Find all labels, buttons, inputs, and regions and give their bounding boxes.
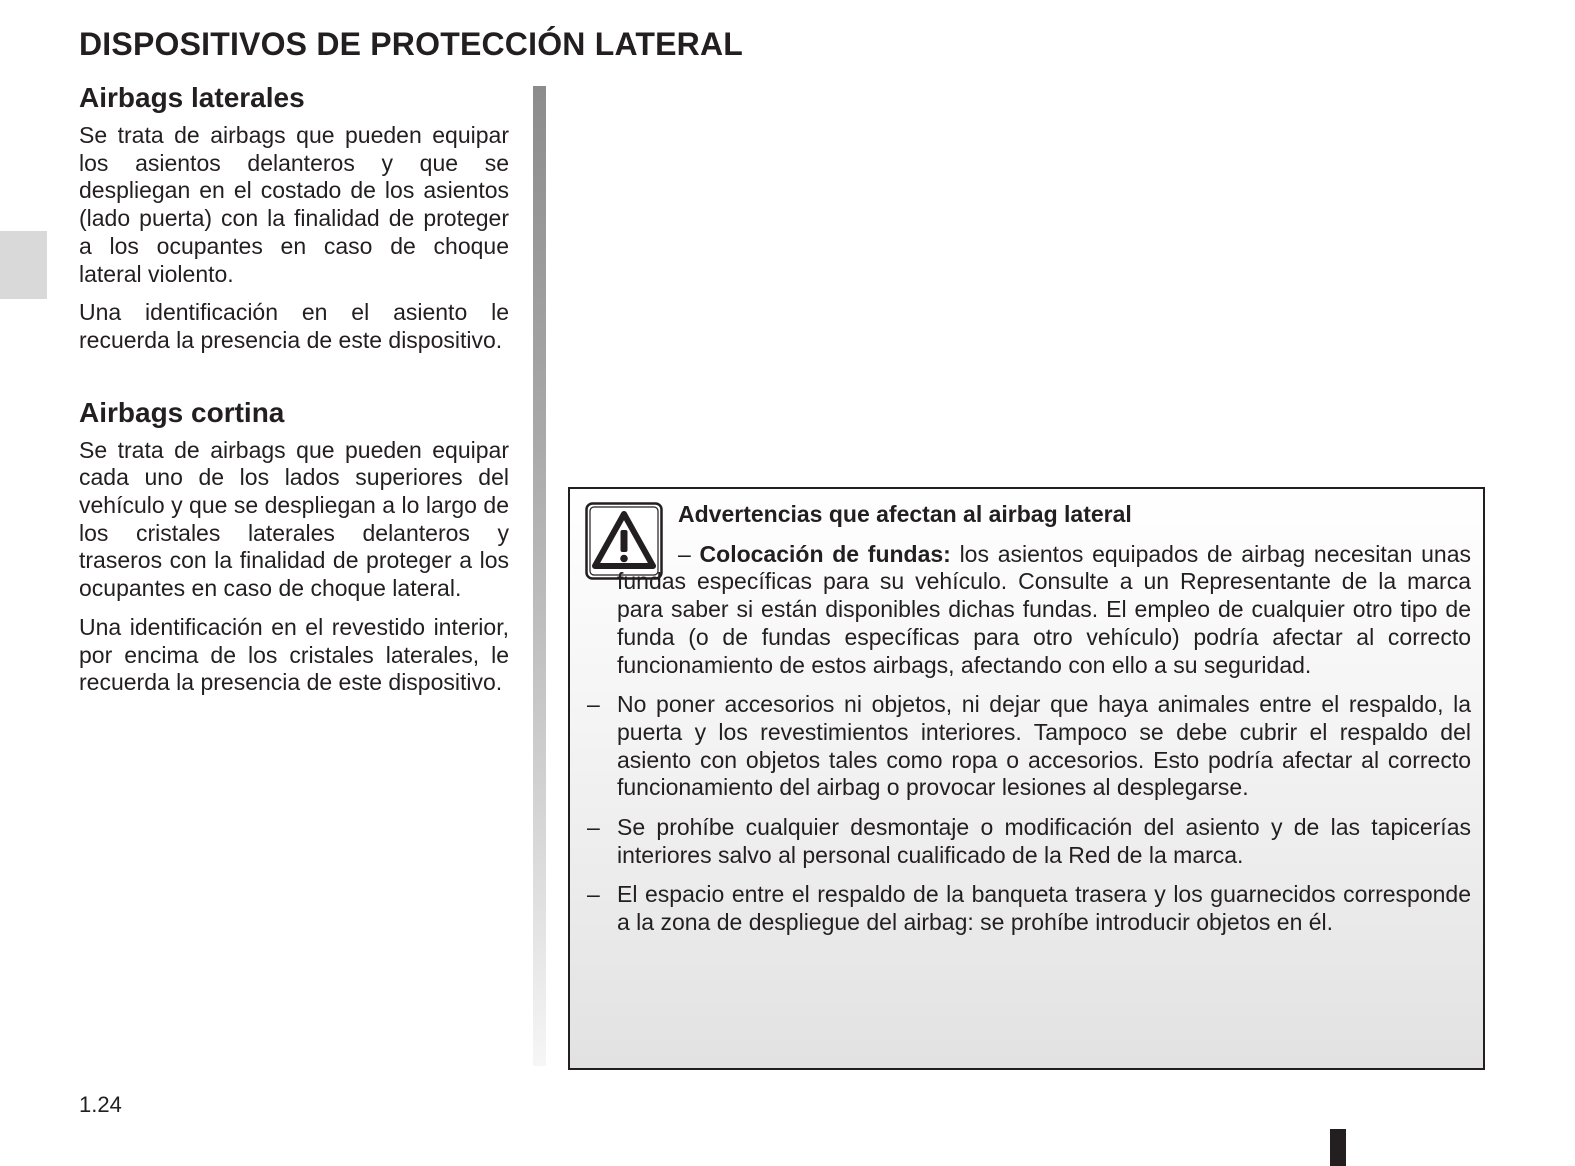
- warning-item-dash: –: [587, 881, 600, 908]
- warning-title: Advertencias que afectan al airbag lateral: [678, 501, 1132, 527]
- warning-item: [587, 691, 1471, 802]
- left-column: [79, 80, 509, 697]
- side-airbags-paragraph-1: Se trata de airbags que pueden equipar los asientos delanteros y que se despliegan en el costado de los asientos (lado puerta) con la finalidad de proteger a los ocupantes en caso de choque lateral violento.: [79, 122, 509, 287]
- warning-item-dash: –: [587, 814, 600, 841]
- warning-item-dash: –: [587, 691, 600, 718]
- warning-item-text: No poner accesorios ni objetos, ni dejar que haya animales entre el respaldo, la puerta y los revestimientos interiores. Tampoco se debe cubrir el respaldo del asiento con objetos tales como ropa o accesorios. Esto podría afectar al correcto funcionamiento del airbag o provocar lesiones al desplegarse.: [617, 691, 1471, 801]
- page-title: DISPOSITIVOS DE PROTECCIÓN LATERAL: [79, 26, 744, 62]
- section-heading-curtain-airbags: Airbags cortina: [79, 396, 285, 428]
- warning-item-seat-covers: [617, 541, 1471, 680]
- chapter-side-tab: [0, 231, 47, 299]
- curtain-airbags-paragraph-2: Una identificación en el revestido interior, por encima de los cristales laterales, le recuerda la presencia de este dispositivo.: [79, 613, 509, 696]
- warning-item: [587, 814, 1471, 869]
- curtain-airbags-paragraph-1: Se trata de airbags que pueden equipar cada uno de los lados superiores del vehículo y que se despliegan a lo largo de los cristales laterales delanteros y traseros con la finalidad de proteger a los ocupantes en caso de choque lateral.: [79, 436, 509, 602]
- warning-item-dash: –: [678, 540, 691, 567]
- warning-item-text: El espacio entre el respaldo de la banqueta trasera y los guarnecidos corresponde a la zona de despliegue del airbag: se prohíbe introducir objetos en él.: [617, 881, 1471, 936]
- warning-box: [568, 487, 1485, 1070]
- side-airbags-paragraph-2: Una identificación en el asiento le recuerda la presencia de este dispositivo.: [79, 299, 509, 353]
- warning-item-text: Se prohíbe cualquier desmontaje o modificación del asiento y de las tapicerías interiores salvo al personal cualificado de la Red de la marca.: [617, 814, 1471, 868]
- section-heading-side-airbags: Airbags laterales: [79, 82, 305, 113]
- warning-content: [587, 501, 1471, 937]
- warning-item-text: los asientos equipados de airbag necesitan unas fundas específicas para su vehículo. Consulte a un Representante de la marca para saber si están disponibles dichas fundas. El empleo de cualquier otro tipo de funda (o de fundas específicas para otro vehículo) podría afectar al correcto funcionamiento de estos airbags, afectando con ello a su seguridad.: [617, 540, 1471, 678]
- warning-item: [587, 881, 1471, 936]
- page-number: 1.24: [79, 1092, 122, 1117]
- warning-item-label: Colocación de fundas:: [699, 540, 951, 567]
- column-divider: [533, 86, 546, 1066]
- corner-mark: [1330, 1129, 1346, 1166]
